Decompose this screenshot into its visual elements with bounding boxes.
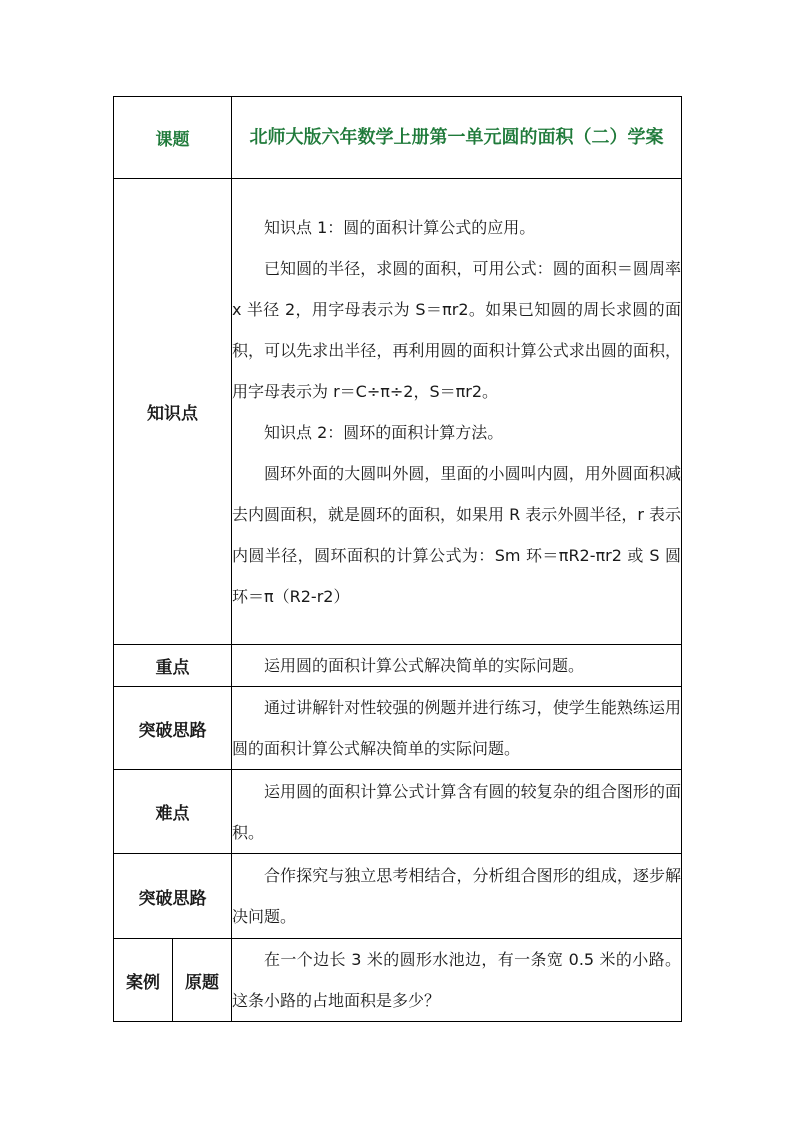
breakthrough-content-2 (232, 854, 682, 939)
breakthrough-label-1: 突破思路 (114, 687, 232, 770)
knowledge-paragraph-2: 已知圆的半径，求圆的面积，可用公式：圆的面积＝圆周率 x 半径 2，用字母表示为 S＝πr2。如果已知圆的周长求圆的面积，可以先求出半径，再利用圆的面积计算公式求出圆的面积，用字母表示为 r＝C÷π÷2，S＝πr2。 (232, 258, 681, 401)
case-row (114, 939, 682, 1022)
knowledge-row (114, 179, 682, 645)
knowledge-paragraph-4: 圆环外面的大圆叫外圆，里面的小圆叫内圆，用外圆面积减去内圆面积，就是圆环的面积，如果用 R 表示外圆半径，r 表示内圆半径，圆环面积的计算公式为：Sm 环＝πR2-πr2 或 S 圆环＝π（R2-r2） (232, 463, 681, 606)
difficulty-label: 难点 (114, 770, 232, 854)
knowledge-label: 知识点 (114, 179, 232, 645)
difficulty-row (114, 770, 682, 854)
lesson-plan-table (113, 96, 682, 1022)
difficulty-text: 运用圆的面积计算公式计算含有圆的较复杂的组合图形的面积。 (232, 781, 681, 842)
case-label: 案例 (114, 939, 173, 1022)
breakthrough-text-2: 合作探究与独立思考相结合，分析组合图形的组成，逐步解决问题。 (232, 866, 681, 926)
original-problem-label: 原题 (173, 939, 232, 1022)
breakthrough-content-1 (232, 687, 682, 770)
knowledge-paragraph-1: 知识点 1：圆的面积计算公式的应用。 (264, 217, 536, 237)
title-label: 课题 (114, 97, 232, 179)
title-row (114, 97, 682, 179)
breakthrough-row-1 (114, 687, 682, 770)
knowledge-paragraph-3: 知识点 2：圆环的面积计算方法。 (264, 422, 504, 442)
difficulty-content (232, 770, 682, 854)
original-problem-content (232, 939, 682, 1022)
knowledge-content (232, 179, 682, 645)
breakthrough-text-1: 通过讲解针对性较强的例题并进行练习，使学生能熟练运用圆的面积计算公式解决简单的实际问题。 (232, 698, 681, 758)
breakthrough-row-2 (114, 854, 682, 939)
breakthrough-label-2: 突破思路 (114, 854, 232, 939)
key-point-row (114, 645, 682, 687)
key-point-label: 重点 (114, 645, 232, 687)
key-point-content (232, 645, 682, 687)
lesson-title: 北师大版六年数学上册第一单元圆的面积（二）学案 (232, 97, 682, 179)
original-problem-text: 在一个边长 3 米的圆形水池边，有一条宽 0.5 米的小路。这条小路的占地面积是多少？ (232, 950, 681, 1010)
key-point-text: 运用圆的面积计算公式解决简单的实际问题。 (264, 656, 585, 675)
